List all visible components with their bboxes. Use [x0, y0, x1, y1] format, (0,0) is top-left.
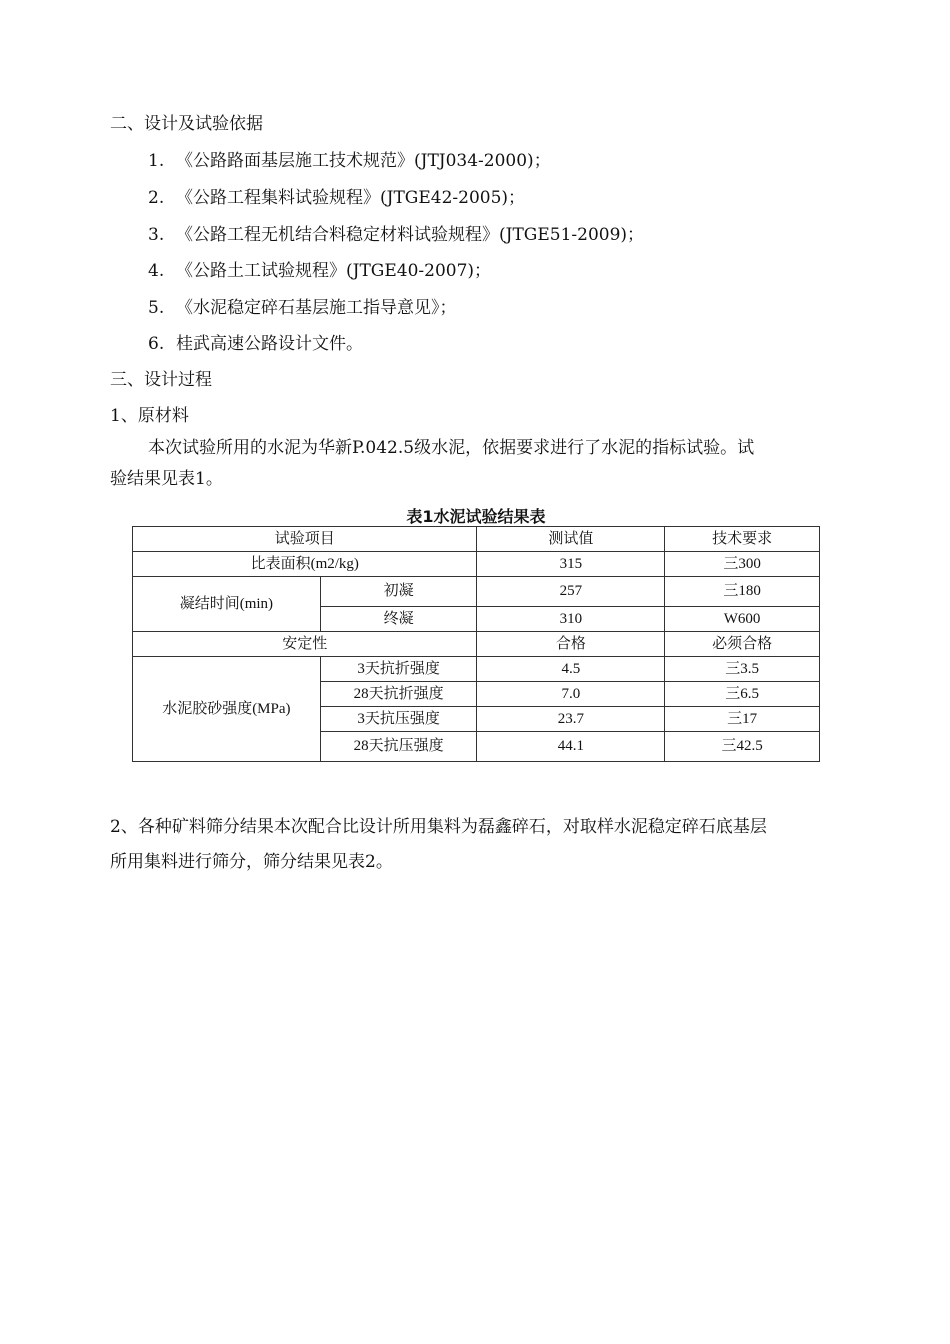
- row-requirement: 必须合格: [665, 632, 820, 657]
- sieve-paragraph-line: 所用集料进行筛分，筛分结果见表2。: [110, 852, 393, 872]
- row-label: 3天抗折强度: [320, 657, 477, 682]
- basis-item-text: 《公路路面基层施工技术规范》(JTJ034-2000)；: [176, 151, 551, 171]
- basis-item: [148, 224, 644, 246]
- group-label: 水泥胶砂强度(MPa): [133, 657, 321, 762]
- row-measured: 310: [477, 607, 665, 632]
- basis-item-text: 《公路工程集料试验规程》(JTGE42-2005)；: [176, 188, 526, 208]
- table-row: [133, 632, 820, 657]
- basis-item: [148, 260, 491, 282]
- table-caption: 表1水泥试验结果表: [406, 507, 546, 526]
- row-label: 3天抗压强度: [320, 707, 477, 732]
- row-label: 初凝: [320, 577, 477, 607]
- row-label: 安定性: [133, 632, 477, 657]
- table-row: [133, 577, 820, 607]
- row-measured: 合格: [477, 632, 665, 657]
- cement-test-table: [132, 526, 820, 762]
- basis-item: [148, 333, 363, 355]
- basis-item: [148, 150, 551, 172]
- header-item: 试验项目: [133, 527, 477, 552]
- header-measured: 测试值: [477, 527, 665, 552]
- raw-material-paragraph-line: 本次试验所用的水泥为华新P.042.5级水泥，依据要求进行了水泥的指标试验。试: [148, 438, 755, 458]
- raw-material-paragraph-line: 验结果见表1。: [110, 469, 223, 489]
- row-requirement: W600: [665, 607, 820, 632]
- row-requirement: 三17: [665, 707, 820, 732]
- basis-item-number: 1.: [148, 151, 165, 171]
- row-label: 28天抗压强度: [320, 732, 477, 762]
- header-requirement: 技术要求: [665, 527, 820, 552]
- basis-item-text: 《公路土工试验规程》(JTGE40-2007)；: [176, 261, 492, 281]
- row-requirement: 三6.5: [665, 682, 820, 707]
- row-requirement: 三3.5: [665, 657, 820, 682]
- subheading-raw-material: 1、原材料: [110, 406, 189, 426]
- row-measured: 4.5: [477, 657, 665, 682]
- basis-item-number: 3.: [148, 225, 165, 245]
- basis-item: [148, 187, 525, 209]
- row-measured: 315: [477, 552, 665, 577]
- group-label: 凝结时间(min): [133, 577, 321, 632]
- row-label: 比表面积(m2/kg): [133, 552, 477, 577]
- row-requirement: 三300: [665, 552, 820, 577]
- row-measured: 23.7: [477, 707, 665, 732]
- basis-item-text: 《水泥稳定碎石基层施工指导意见》；: [176, 298, 457, 318]
- basis-item-text: 《公路工程无机结合料稳定材料试验规程》(JTGE51-2009)；: [176, 225, 645, 245]
- basis-item-number: 6.: [148, 334, 165, 354]
- row-measured: 7.0: [477, 682, 665, 707]
- table-row: [133, 657, 820, 682]
- table-row: [133, 552, 820, 577]
- table-header-row: [133, 527, 820, 552]
- row-requirement: 三42.5: [665, 732, 820, 762]
- row-label: 28天抗折强度: [320, 682, 477, 707]
- basis-item-number: 2.: [148, 188, 165, 208]
- basis-item-number: 5.: [148, 298, 165, 318]
- row-measured: 257: [477, 577, 665, 607]
- row-measured: 44.1: [477, 732, 665, 762]
- row-label: 终凝: [320, 607, 477, 632]
- basis-item-text: 桂武高速公路设计文件。: [176, 334, 363, 354]
- basis-item-number: 4.: [148, 261, 165, 281]
- section-heading-process: 三、设计过程: [110, 370, 212, 390]
- sieve-paragraph-line: 2、各种矿料筛分结果本次配合比设计所用集料为磊鑫碎石，对取样水泥稳定碎石底基层: [110, 817, 767, 837]
- section-heading-basis: 二、设计及试验依据: [110, 114, 263, 134]
- row-requirement: 三180: [665, 577, 820, 607]
- basis-item: [148, 297, 457, 319]
